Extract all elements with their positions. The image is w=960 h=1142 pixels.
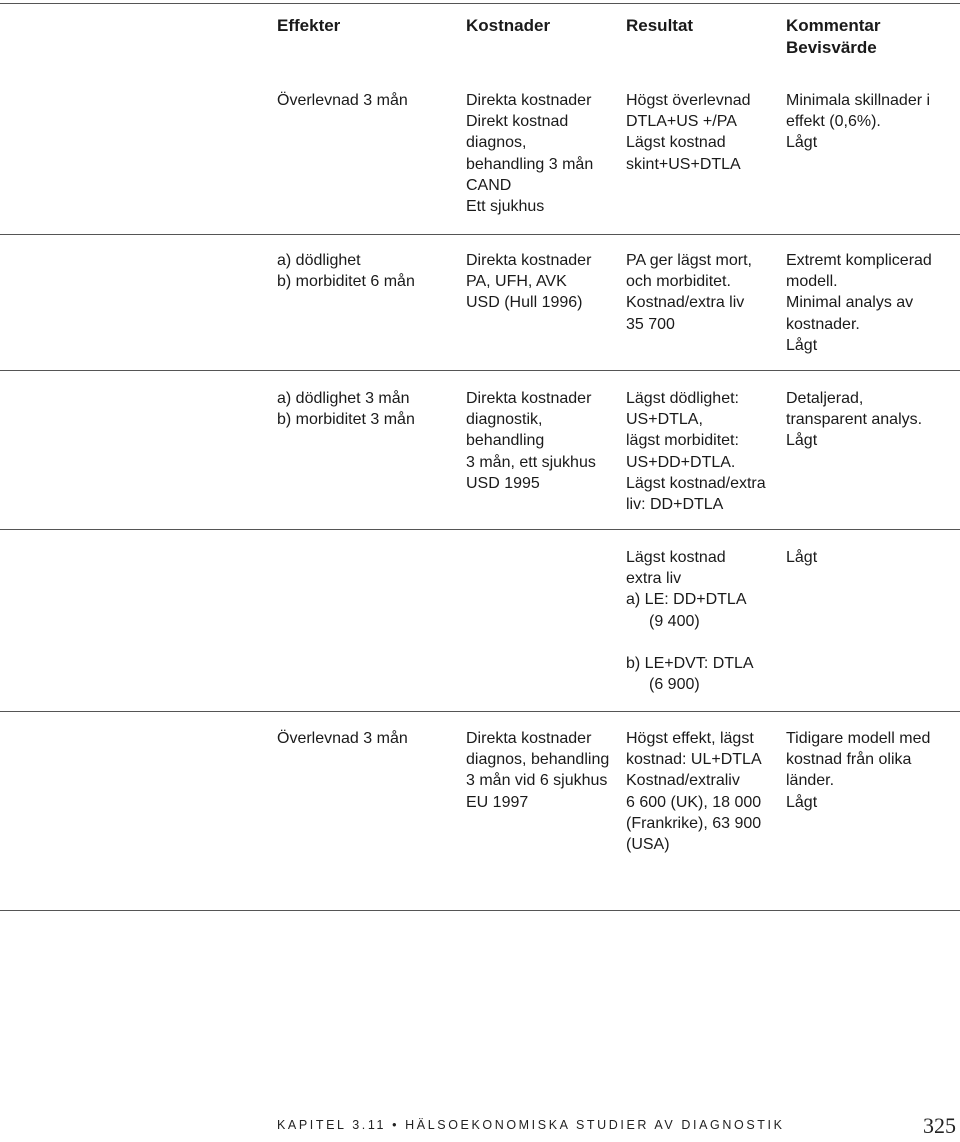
row1-effekter: Överlevnad 3 mån <box>277 92 408 109</box>
column-header-kostnader: Kostnader <box>466 16 551 35</box>
column-header-kommentar: Kommentar Bevisvärde <box>786 16 881 57</box>
row-divider <box>0 529 960 530</box>
table-top-rule <box>0 3 960 4</box>
row1-kommentar: Minimala skillnader i effekt (0,6%). Lågt <box>786 92 931 152</box>
row-divider <box>0 370 960 371</box>
row-divider <box>0 234 960 235</box>
row3-kommentar: Detaljerad, transparent analys. Lågt <box>786 390 923 450</box>
row2-effekter: a) dödlighet b) morbiditet 6 mån <box>277 252 415 291</box>
row5-effekter: Överlevnad 3 mån <box>277 730 408 747</box>
row2-kostnader: Direkta kostnader PA, UFH, AVK USD (Hull 1996) <box>466 252 592 312</box>
row4-resultat: Lägst kostnad extra liv a) LE: DD+DTLA (9 400) b) LE+DVT: DTLA (6 900) <box>626 549 754 694</box>
row4-kommentar: Lågt <box>786 549 818 566</box>
row5-kommentar: Tidigare modell med kostnad från olika länder. Lågt <box>786 730 931 811</box>
column-header-resultat: Resultat <box>626 16 694 35</box>
row5-kostnader: Direkta kostnader diagnos, behandling 3 mån vid 6 sjukhus EU 1997 <box>466 730 610 811</box>
running-footer: KAPITEL 3.11 • HÄLSOEKONOMISKA STUDIER AV DIAGNOSTIK <box>277 1118 785 1132</box>
table-bottom-rule <box>0 910 960 911</box>
column-header-effekter: Effekter <box>277 16 341 35</box>
row3-resultat: Lägst dödlighet: US+DTLA, lägst morbiditet: US+DD+DTLA. Lägst kostnad/extra liv: DD+DTLA <box>626 390 766 514</box>
row3-effekter: a) dödlighet 3 mån b) morbiditet 3 mån <box>277 390 415 429</box>
row-divider <box>0 711 960 712</box>
row1-kostnader: Direkta kostnader Direkt kostnad diagnos, behandling 3 mån CAND Ett sjukhus <box>466 92 594 216</box>
row2-kommentar: Extremt komplicerad modell. Minimal analys av kostnader. Lågt <box>786 252 932 354</box>
row2-resultat: PA ger lägst mort, och morbiditet. Kostnad/extra liv 35 700 <box>626 252 752 333</box>
row1-resultat: Högst överlevnad DTLA+US +/PA Lägst kostnad skint+US+DTLA <box>626 92 751 173</box>
row3-kostnader: Direkta kostnader diagnostik, behandling 3 mån, ett sjukhus USD 1995 <box>466 390 596 492</box>
row5-resultat: Högst effekt, lägst kostnad: UL+DTLA Kostnad/extraliv 6 600 (UK), 18 000 (Frankrike), 63 900 (USA) <box>626 730 762 854</box>
page-number: 325 <box>923 1113 956 1138</box>
